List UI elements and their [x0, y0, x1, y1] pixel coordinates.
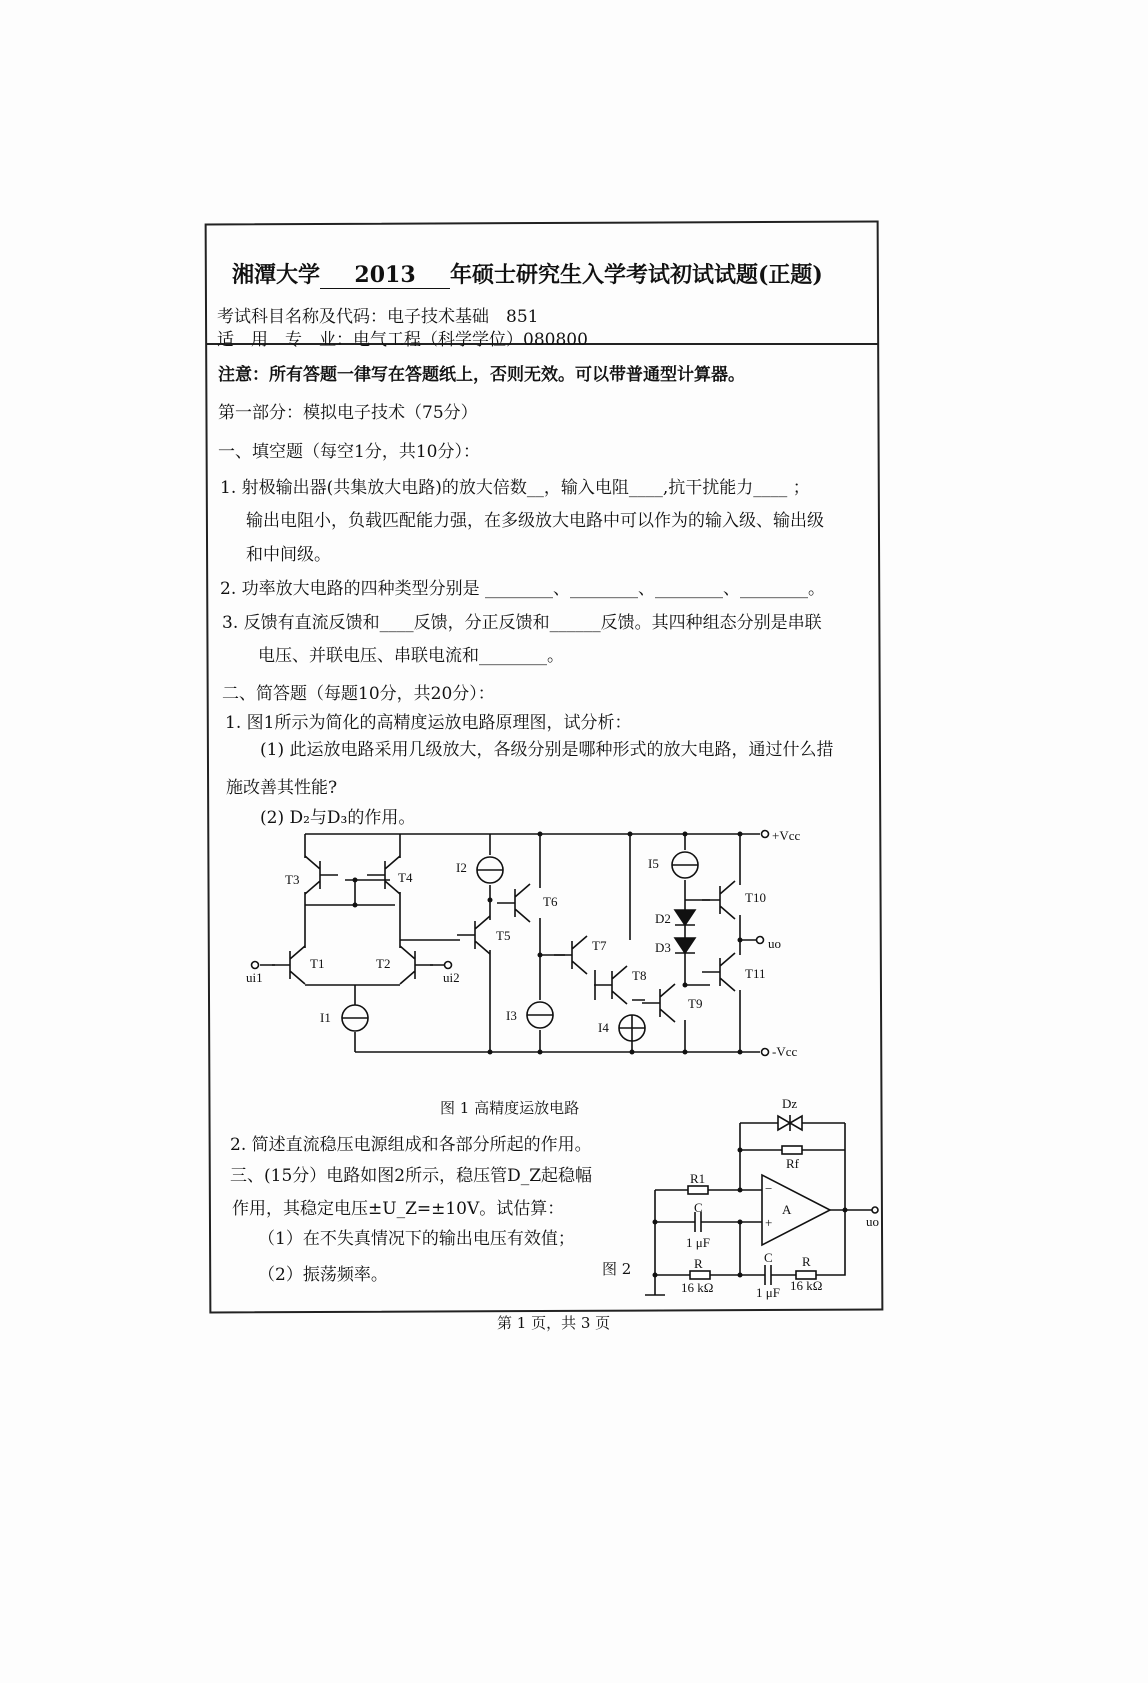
- transistor-symbol: [594, 966, 627, 1004]
- question-1-2: 2. 功率放大电路的四种类型分别是 ________、________、________、________。: [220, 579, 826, 599]
- part-heading: 第一部分：模拟电子技术（75分）: [218, 403, 478, 423]
- transistor-symbol: [497, 884, 530, 922]
- question-1-1-cont: 输出电阻小，负载匹配能力强，在多级放大电路中可以作为的输入级、输出级: [246, 511, 824, 531]
- section-1-title: 一、填空题（每空1分，共10分）：: [218, 442, 480, 462]
- label-t5: T5: [496, 928, 511, 943]
- figure-1-opamp-circuit: [246, 828, 800, 1059]
- figure-2-label: 图 2: [602, 1260, 632, 1278]
- label-t4: T4: [398, 870, 413, 885]
- label-r-b: R: [802, 1254, 811, 1269]
- figure-2-oscillator-circuit: [645, 1096, 879, 1300]
- question-2-2: 2. 简述直流稳压电源组成和各部分所起的作用。: [230, 1135, 592, 1155]
- major-label: 适 用 专 业：: [217, 330, 353, 350]
- page-footer: 第 1 页，共 3 页: [497, 1314, 611, 1332]
- transistor-symbol: [400, 946, 433, 984]
- question-1-3: 3. 反馈有直流反馈和____反馈，分正反馈和______反馈。其四种组态分别是串联: [222, 613, 822, 633]
- question-1-3-cont: 电压、并联电压、串联电流和________。: [258, 646, 564, 666]
- label-t1: T1: [310, 956, 325, 971]
- label-t8: T8: [632, 968, 647, 983]
- figure-1-caption: 图 1 高精度运放电路: [440, 1099, 580, 1117]
- section-3-title: 三、(15分）电路如图2所示，稳压管D_Z起稳幅: [230, 1166, 593, 1186]
- label-r1: R1: [690, 1171, 706, 1186]
- transistor-symbol: [272, 946, 305, 984]
- label-uo-fig2: uo: [866, 1214, 879, 1229]
- label-t6: T6: [543, 894, 558, 909]
- notice: 注意：所有答题一律写在答题纸上，否则无效。可以带普通型计算器。: [218, 365, 745, 385]
- section-3-item-1: （1）在不失真情况下的输出电压有效值；: [258, 1229, 575, 1249]
- exam-year: 2013: [320, 262, 450, 289]
- label-ui1: ui1: [246, 970, 263, 985]
- question-2-1-part1: (1) 此运放电路采用几级放大，各级分别是哪种形式的放大电路，通过什么措: [260, 740, 834, 760]
- label-t3: T3: [285, 872, 300, 887]
- label-vcc-neg: -Vcc: [772, 1044, 798, 1059]
- subject-label: 考试科目名称及代码：: [217, 307, 387, 327]
- label-vcc-pos: +Vcc: [772, 828, 801, 843]
- school-name: 湘潭大学: [232, 262, 321, 288]
- transistor-symbol: [702, 881, 735, 919]
- label-c2: C: [764, 1250, 773, 1265]
- section-3-text: 作用，其稳定电压±U_Z=±10V。试估算：: [232, 1199, 565, 1219]
- label-i3: I3: [506, 1008, 517, 1023]
- label-t9: T9: [688, 996, 703, 1011]
- label-dz: Dz: [782, 1096, 798, 1111]
- question-2-1-part2: (2) D₂与D₃的作用。: [260, 808, 416, 828]
- section-2-title: 二、简答题（每题10分，共20分）：: [222, 684, 495, 704]
- major-name: 电气工程（科学学位）080800: [353, 330, 588, 350]
- transistor-symbol: [554, 936, 587, 974]
- transistor-symbol: [642, 984, 675, 1022]
- label-r-a: R: [694, 1256, 703, 1271]
- question-1-1-end: 和中间级。: [246, 545, 331, 565]
- section-3-item-2: （2）振荡频率。: [258, 1265, 388, 1285]
- label-d3: D3: [655, 940, 671, 955]
- label-c1: C: [694, 1200, 703, 1215]
- label-t7: T7: [592, 938, 607, 953]
- subject-name: 电子技术基础: [387, 307, 489, 327]
- label-rf: Rf: [786, 1156, 799, 1171]
- label-inverting: −: [765, 1181, 773, 1196]
- question-2-1-part1-cont: 施改善其性能?: [226, 778, 338, 798]
- transistor-symbol: [367, 856, 400, 894]
- question-1-1: 1. 射极输出器(共集放大电路)的放大倍数__，输入电阻____,抗干扰能力____ ；: [220, 478, 810, 498]
- label-noninverting: +: [765, 1215, 773, 1230]
- label-r-a-value: 16 kΩ: [681, 1280, 714, 1295]
- transistor-symbol: [305, 856, 338, 894]
- label-d2: D2: [655, 911, 671, 926]
- label-i4: I4: [598, 1020, 609, 1035]
- label-c2-value: 1 μF: [756, 1285, 780, 1300]
- label-uo: uo: [768, 936, 781, 951]
- label-i5: I5: [648, 856, 659, 871]
- title-text: 年硕士研究生入学考试初试试题(正题): [450, 262, 823, 288]
- label-i2: I2: [456, 860, 467, 875]
- transistor-symbol: [457, 916, 490, 954]
- question-2-1: 1. 图1所示为简化的高精度运放电路原理图，试分析：: [225, 713, 632, 733]
- subject-code: 851: [506, 307, 539, 327]
- label-i1: I1: [320, 1010, 331, 1025]
- label-opamp-a: A: [782, 1202, 792, 1217]
- label-c1-value: 1 μF: [686, 1235, 710, 1250]
- label-r-b-value: 16 kΩ: [790, 1278, 823, 1293]
- label-ui2: ui2: [443, 970, 460, 985]
- label-t2: T2: [376, 956, 391, 971]
- label-t10: T10: [745, 890, 766, 905]
- label-t11: T11: [745, 966, 766, 981]
